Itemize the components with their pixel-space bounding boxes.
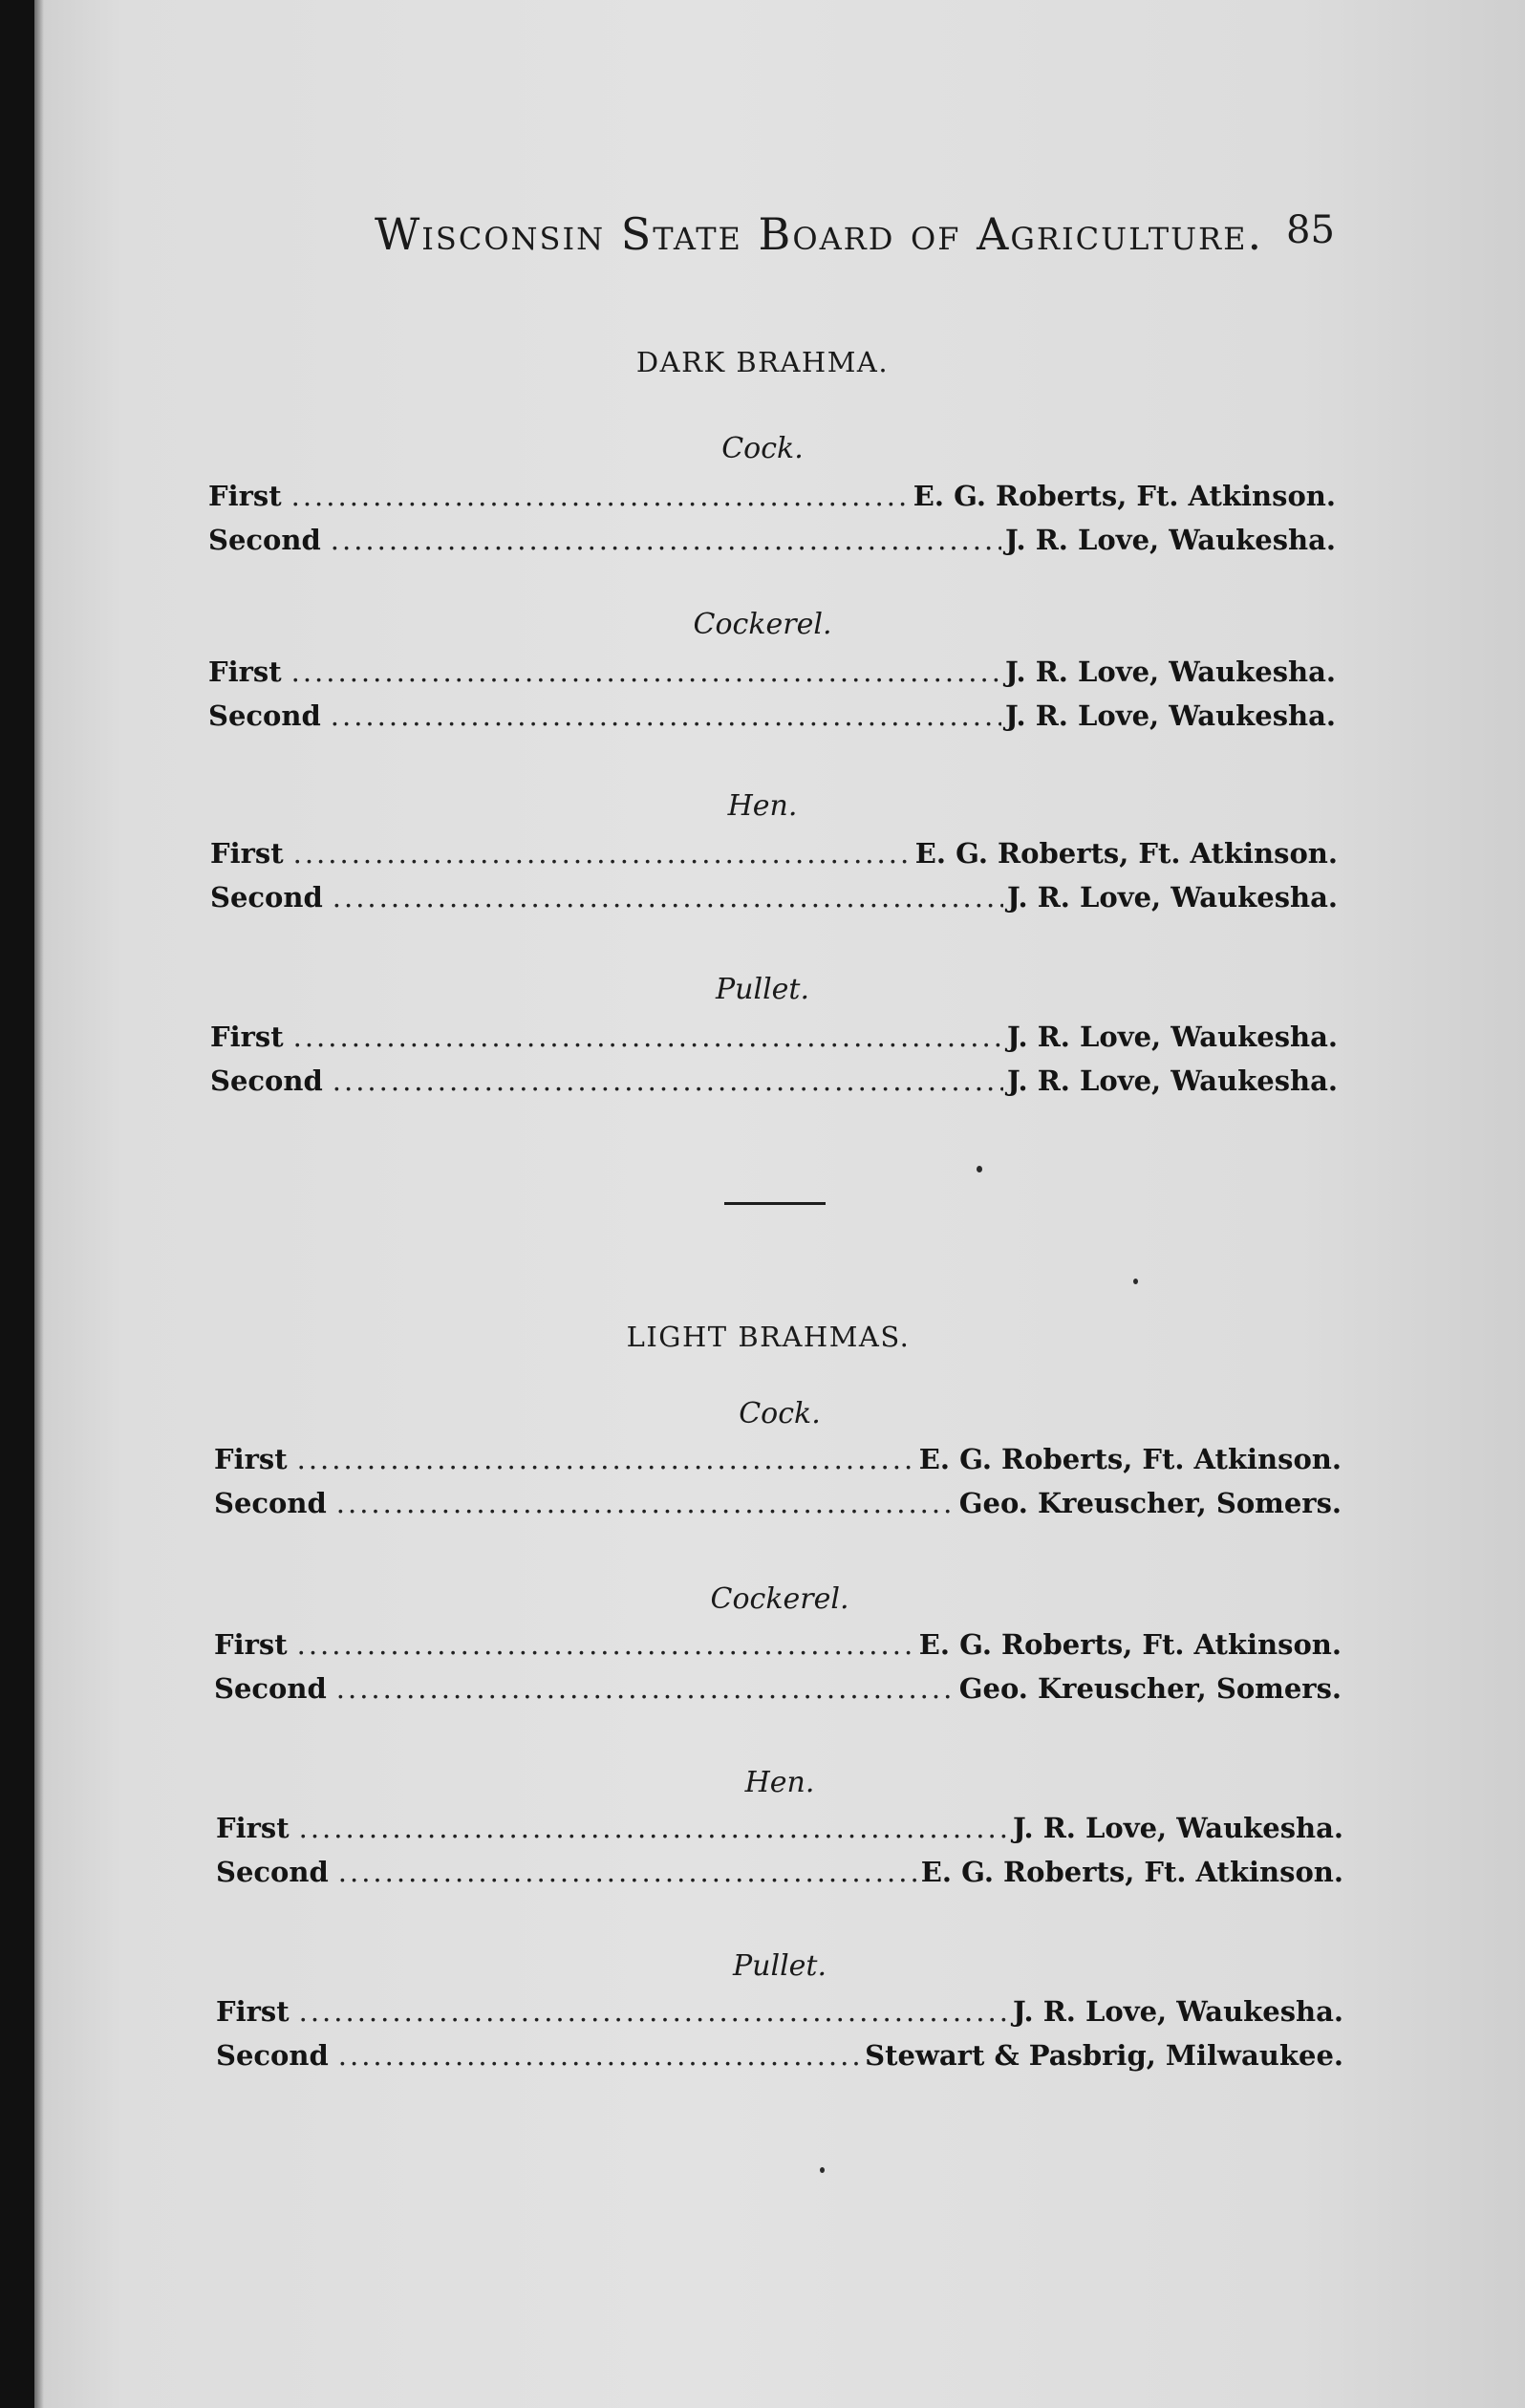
print-speck (1133, 1279, 1138, 1284)
award-entry (214, 1628, 1342, 1666)
award-entry (216, 1856, 1343, 1894)
award-winner: E. G. Roberts, Ft. Atkinson. (914, 837, 1338, 870)
award-place: First (214, 1443, 288, 1475)
award-entry (210, 837, 1338, 875)
award-place: First (208, 480, 282, 512)
dot-leader (299, 1812, 1009, 1844)
award-entry (208, 656, 1336, 694)
dot-leader (336, 1672, 956, 1705)
award-winner: J. R. Love, Waukesha. (1013, 1995, 1343, 2028)
dot-leader (297, 1443, 915, 1475)
award-place: First (210, 1021, 284, 1053)
group-title-pullet: Pullet. (732, 1949, 827, 1983)
award-entry (214, 1672, 1342, 1710)
award-place: First (214, 1628, 288, 1661)
dot-leader (333, 1064, 1003, 1097)
award-winner: J. R. Love, Waukesha. (1005, 699, 1336, 732)
award-place: Second (210, 1064, 323, 1097)
group-title-hen: Hen. (727, 789, 798, 823)
section-divider-rule (724, 1202, 826, 1205)
award-winner: J. R. Love, Waukesha. (1005, 524, 1336, 556)
dot-leader (333, 881, 1003, 914)
award-place: First (216, 1995, 290, 2028)
award-entry (210, 1064, 1338, 1103)
group-title-cock: Cock. (739, 1397, 821, 1430)
award-winner: Geo. Kreuscher, Somers. (958, 1672, 1342, 1705)
award-winner: J. R. Love, Waukesha. (1007, 881, 1338, 914)
award-place: Second (208, 524, 321, 556)
award-winner: E. G. Roberts, Ft. Atkinson. (913, 480, 1336, 512)
award-winner: E. G. Roberts, Ft. Atkinson. (918, 1443, 1342, 1475)
award-place: First (208, 656, 282, 688)
dot-leader (297, 1628, 915, 1661)
award-entry (216, 2039, 1343, 2077)
dot-leader (291, 656, 1001, 688)
dot-leader (331, 524, 1001, 556)
award-entry (208, 699, 1336, 738)
award-place: Second (214, 1672, 327, 1705)
award-entry (210, 1021, 1338, 1059)
award-place: Second (216, 1856, 329, 1888)
group-title-cock: Cock. (721, 432, 804, 465)
dot-leader (291, 480, 910, 512)
dot-leader (293, 837, 912, 870)
award-place: Second (214, 1487, 327, 1519)
award-entry (216, 1995, 1343, 2033)
dot-leader (338, 1856, 917, 1888)
group-title-cockerel: Cockerel. (710, 1582, 849, 1616)
award-winner: J. R. Love, Waukesha. (1007, 1021, 1338, 1053)
print-speck (977, 1166, 982, 1172)
award-winner: J. R. Love, Waukesha. (1007, 1064, 1338, 1097)
group-title-cockerel: Cockerel. (693, 608, 832, 641)
dot-leader (293, 1021, 1003, 1053)
award-winner: J. R. Love, Waukesha. (1005, 656, 1336, 688)
group-title-hen: Hen. (744, 1766, 815, 1799)
section-title-light-brahmas: LIGHT BRAHMAS. (626, 1321, 911, 1353)
page-number: 85 (1286, 208, 1335, 252)
dot-leader (338, 2039, 861, 2072)
award-place: First (216, 1812, 290, 1844)
award-entry (208, 524, 1336, 562)
award-place: First (210, 837, 284, 870)
award-place: Second (216, 2039, 329, 2072)
award-place: Second (210, 881, 323, 914)
award-entry (216, 1812, 1343, 1850)
dot-leader (331, 699, 1001, 732)
award-entry (214, 1487, 1342, 1525)
award-winner: Geo. Kreuscher, Somers. (958, 1487, 1342, 1519)
dot-leader (299, 1995, 1009, 2028)
award-winner: Stewart & Pasbrig, Milwaukee. (865, 2039, 1343, 2072)
award-entry (214, 1443, 1342, 1481)
award-winner: J. R. Love, Waukesha. (1013, 1812, 1343, 1844)
award-entry (210, 881, 1338, 919)
award-entry (208, 480, 1336, 518)
award-winner: E. G. Roberts, Ft. Atkinson. (918, 1628, 1342, 1661)
award-place: Second (208, 699, 321, 732)
print-speck (820, 2167, 825, 2173)
section-title-dark-brahma: DARK BRAHMA. (635, 346, 890, 378)
dot-leader (336, 1487, 956, 1519)
running-head-title: Wisconsin State Board of Agriculture. (375, 208, 1264, 260)
group-title-pullet: Pullet. (715, 973, 810, 1006)
award-winner: E. G. Roberts, Ft. Atkinson. (920, 1856, 1343, 1888)
